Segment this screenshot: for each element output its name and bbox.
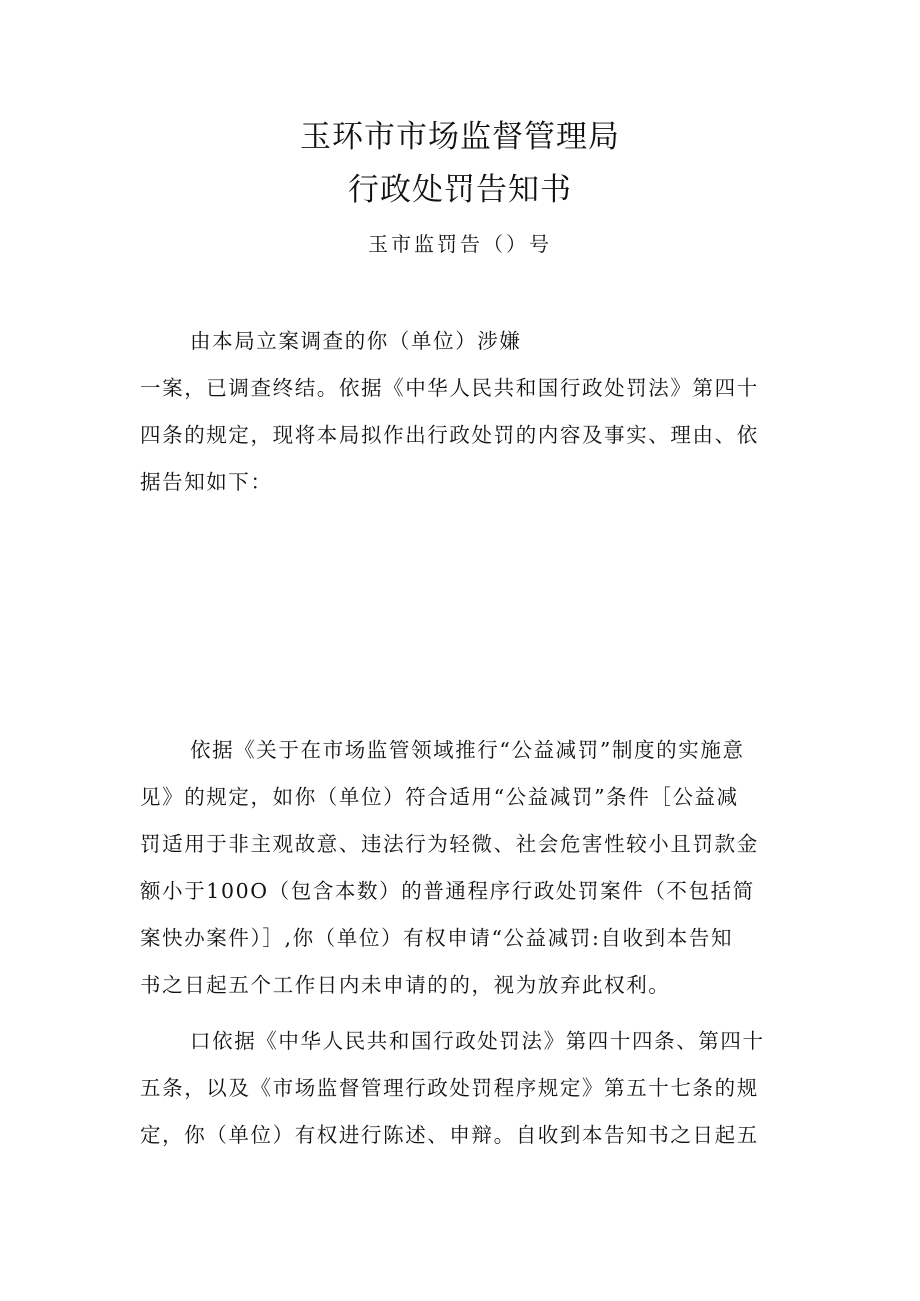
paragraph-line: 五条，以及《市场监督管理行政处罚程序规定》第五十七条的规 <box>140 1076 759 1100</box>
paragraph-line: 案快办案件）］,你（单位）有权申请“公益减罚:自收到本告知 <box>140 926 734 950</box>
paragraph-line: 由本局立案调查的你（单位）涉嫌 <box>190 329 522 353</box>
paragraph-line: 定，你（单位）有权进行陈述、申辩。自收到本告知书之日起五 <box>140 1123 759 1147</box>
paragraph-line: 罚适用于非主观故意、违法行为轻微、社会危害性较小且罚款金 <box>140 832 759 856</box>
paragraph-line: 书之日起五个工作日内未申请的的，视为放弃此权利。 <box>140 973 671 997</box>
document-title-notice: 行政处罚告知书 <box>348 172 572 208</box>
paragraph-line: 一案，已调查终结。依据《中华人民共和国行政处罚法》第四十 <box>140 376 759 400</box>
paragraph-line: 额小于100O（包含本数）的普通程序行政处罚案件（不包括简 <box>140 879 755 903</box>
document-number: 玉市监罚告（）号 <box>368 232 552 256</box>
paragraph-line: 四条的规定，现将本局拟作出行政处罚的内容及事实、理由、依 <box>140 423 759 447</box>
paragraph-public-welfare-reduction <box>140 727 785 1009</box>
document-title-agency: 玉环市市场监督管理局 <box>300 119 620 155</box>
paragraph-line: 依据《关于在市场监管领域推行“公益减罚”制度的实施意 <box>190 738 745 762</box>
paragraph-case-intro <box>140 318 785 506</box>
paragraph-line: 口依据《中华人民共和国行政处罚法》第四十四条、第四十 <box>190 1029 765 1053</box>
paragraph-line: 见》的规定，如你（单位）符合适用“公益减罚”条件［公益减 <box>140 785 739 809</box>
paragraph-line: 据告知如下： <box>140 470 273 494</box>
paragraph-statement-defense <box>140 1018 785 1159</box>
